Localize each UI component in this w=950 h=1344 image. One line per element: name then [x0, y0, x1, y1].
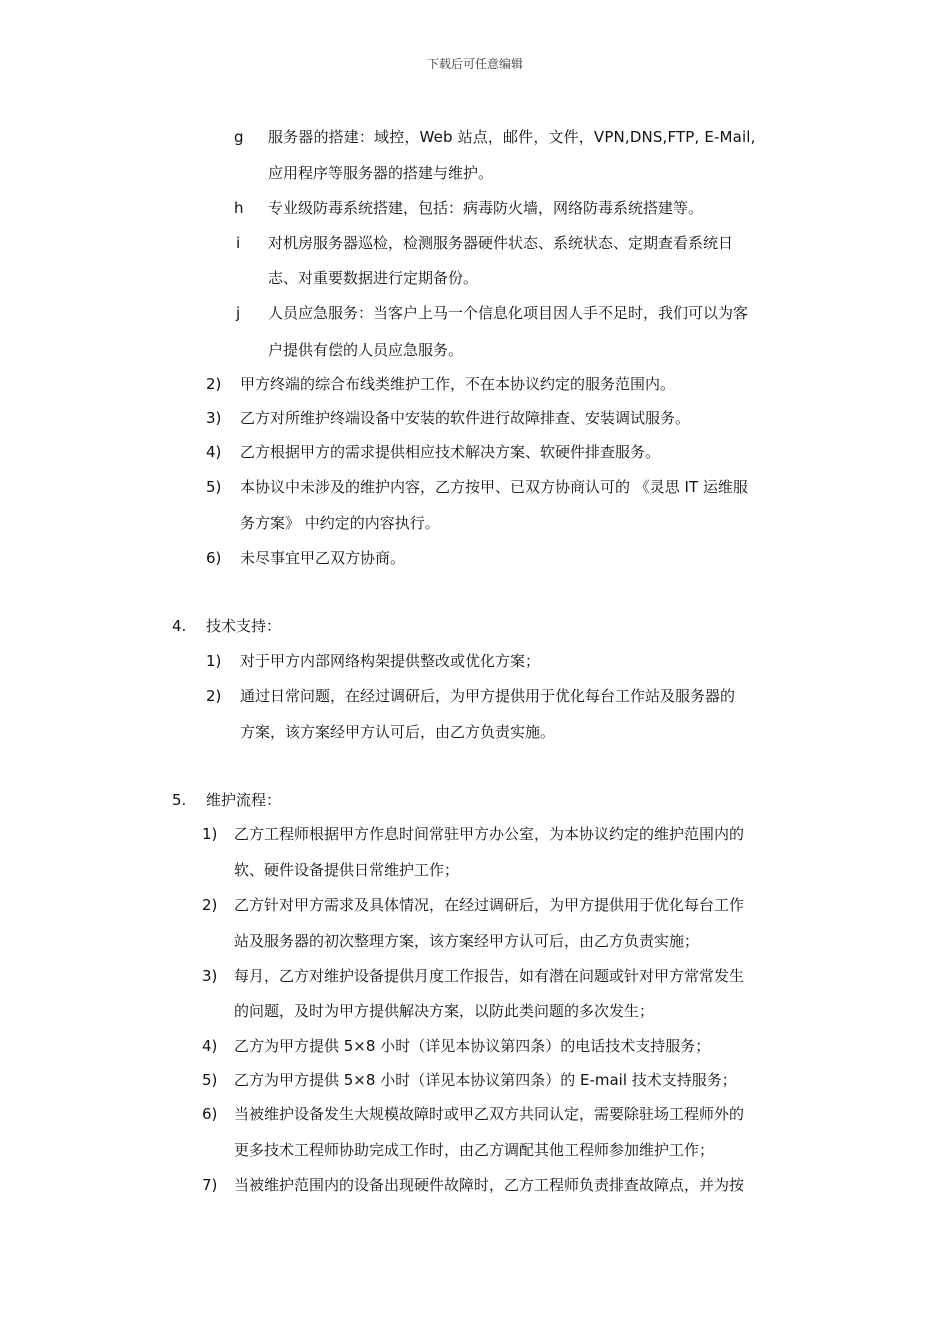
item-marker: j	[236, 304, 241, 322]
item-marker: 3)	[206, 409, 222, 427]
section-number: 5.	[172, 791, 187, 809]
item-text-line: 本协议中未涉及的维护内容，乙方按甲、已双方协商认可的 《灵思 IT 运维服	[240, 478, 748, 496]
item-marker: 1)	[206, 652, 222, 670]
item-text-line: 志、对重要数据进行定期备份。	[268, 269, 479, 287]
item-text-line: 专业级防毒系统搭建，包括：病毒防火墙，网络防毒系统搭建等。	[268, 199, 704, 217]
item-marker: i	[236, 234, 241, 252]
item-marker: h	[234, 199, 244, 217]
item-marker: 1)	[202, 825, 218, 843]
item-marker: 4)	[206, 443, 222, 461]
section-number: 4.	[172, 617, 187, 635]
item-text-line: 对机房服务器巡检，检测服务器硬件状态、系统状态、定期查看系统日	[268, 234, 734, 252]
item-text-line: 务方案》 中约定的内容执行。	[240, 514, 440, 532]
page-header: 下载后可任意编辑	[426, 57, 523, 71]
item-marker: 5)	[202, 1071, 218, 1089]
item-text-line: 应用程序等服务器的搭建与维护。	[268, 164, 494, 182]
item-marker: 3)	[202, 967, 218, 985]
item-text-line: 乙方为甲方提供 5×8 小时（详见本协议第四条）的电话技术支持服务；	[234, 1037, 711, 1055]
item-text-line: 甲方终端的综合布线类维护工作，不在本协议约定的服务范围内。	[240, 375, 676, 393]
item-text-line: 乙方根据甲方的需求提供相应技术解决方案、软硬件排查服务。	[240, 443, 661, 461]
item-text-line: 乙方工程师根据甲方作息时间常驻甲方办公室，为本协议约定的维护范围内的	[234, 825, 745, 843]
item-text-line: 对于甲方内部网络构架提供整改或优化方案；	[240, 652, 541, 670]
item-marker: 2)	[202, 896, 218, 914]
item-text-line: 人员应急服务：当客户上马一个信息化项目因人手不足时，我们可以为客	[268, 304, 749, 322]
item-text-line: 通过日常问题，在经过调研后，为甲方提供用于优化每台工作站及服务器的	[240, 687, 736, 705]
item-text-line: 当被维护设备发生大规模故障时或甲乙双方共同认定，需要除驻场工程师外的	[234, 1105, 745, 1123]
item-text-line: 乙方对所维护终端设备中安装的软件进行故障排查、安装调试服务。	[240, 409, 691, 427]
item-marker: 2)	[206, 375, 222, 393]
item-text-line: 的问题，及时为甲方提供解决方案，以防此类问题的多次发生；	[234, 1002, 655, 1020]
item-text-line: 乙方针对甲方需求及具体情况，在经过调研后，为甲方提供用于优化每台工作	[234, 896, 745, 914]
item-marker: 2)	[206, 687, 222, 705]
item-text-line: 方案，该方案经甲方认可后，由乙方负责实施。	[240, 723, 556, 741]
item-marker: 4)	[202, 1037, 218, 1055]
item-text-line: 站及服务器的初次整理方案，该方案经甲方认可后，由乙方负责实施；	[234, 932, 700, 950]
item-text-line: 未尽事宜甲乙双方协商。	[240, 549, 406, 567]
item-marker: 7)	[202, 1176, 218, 1194]
item-text-line: 软、硬件设备提供日常维护工作；	[234, 861, 460, 879]
item-text-line: 更多技术工程师协助完成工作时，由乙方调配其他工程师参加维护工作；	[234, 1141, 715, 1159]
item-marker: 5)	[206, 478, 222, 496]
item-marker: 6)	[206, 549, 222, 567]
item-text-line: 每月，乙方对维护设备提供月度工作报告，如有潜在问题或针对甲方常常发生	[234, 967, 745, 985]
section-title: 技术支持：	[206, 617, 282, 635]
item-text-line: 当被维护范围内的设备出现硬件故障时，乙方工程师负责排查故障点，并为按	[234, 1176, 745, 1194]
item-text-line: 户提供有偿的人员应急服务。	[268, 341, 464, 359]
item-text-line: 乙方为甲方提供 5×8 小时（详见本协议第四条）的 E-mail 技术支持服务；	[234, 1071, 737, 1089]
item-text-line: 服务器的搭建：域控，Web 站点，邮件，文件，VPN,DNS,FTP, E-Mail,	[268, 128, 756, 146]
item-marker: 6)	[202, 1105, 218, 1123]
section-title: 维护流程：	[206, 791, 282, 809]
item-marker: g	[234, 128, 244, 146]
